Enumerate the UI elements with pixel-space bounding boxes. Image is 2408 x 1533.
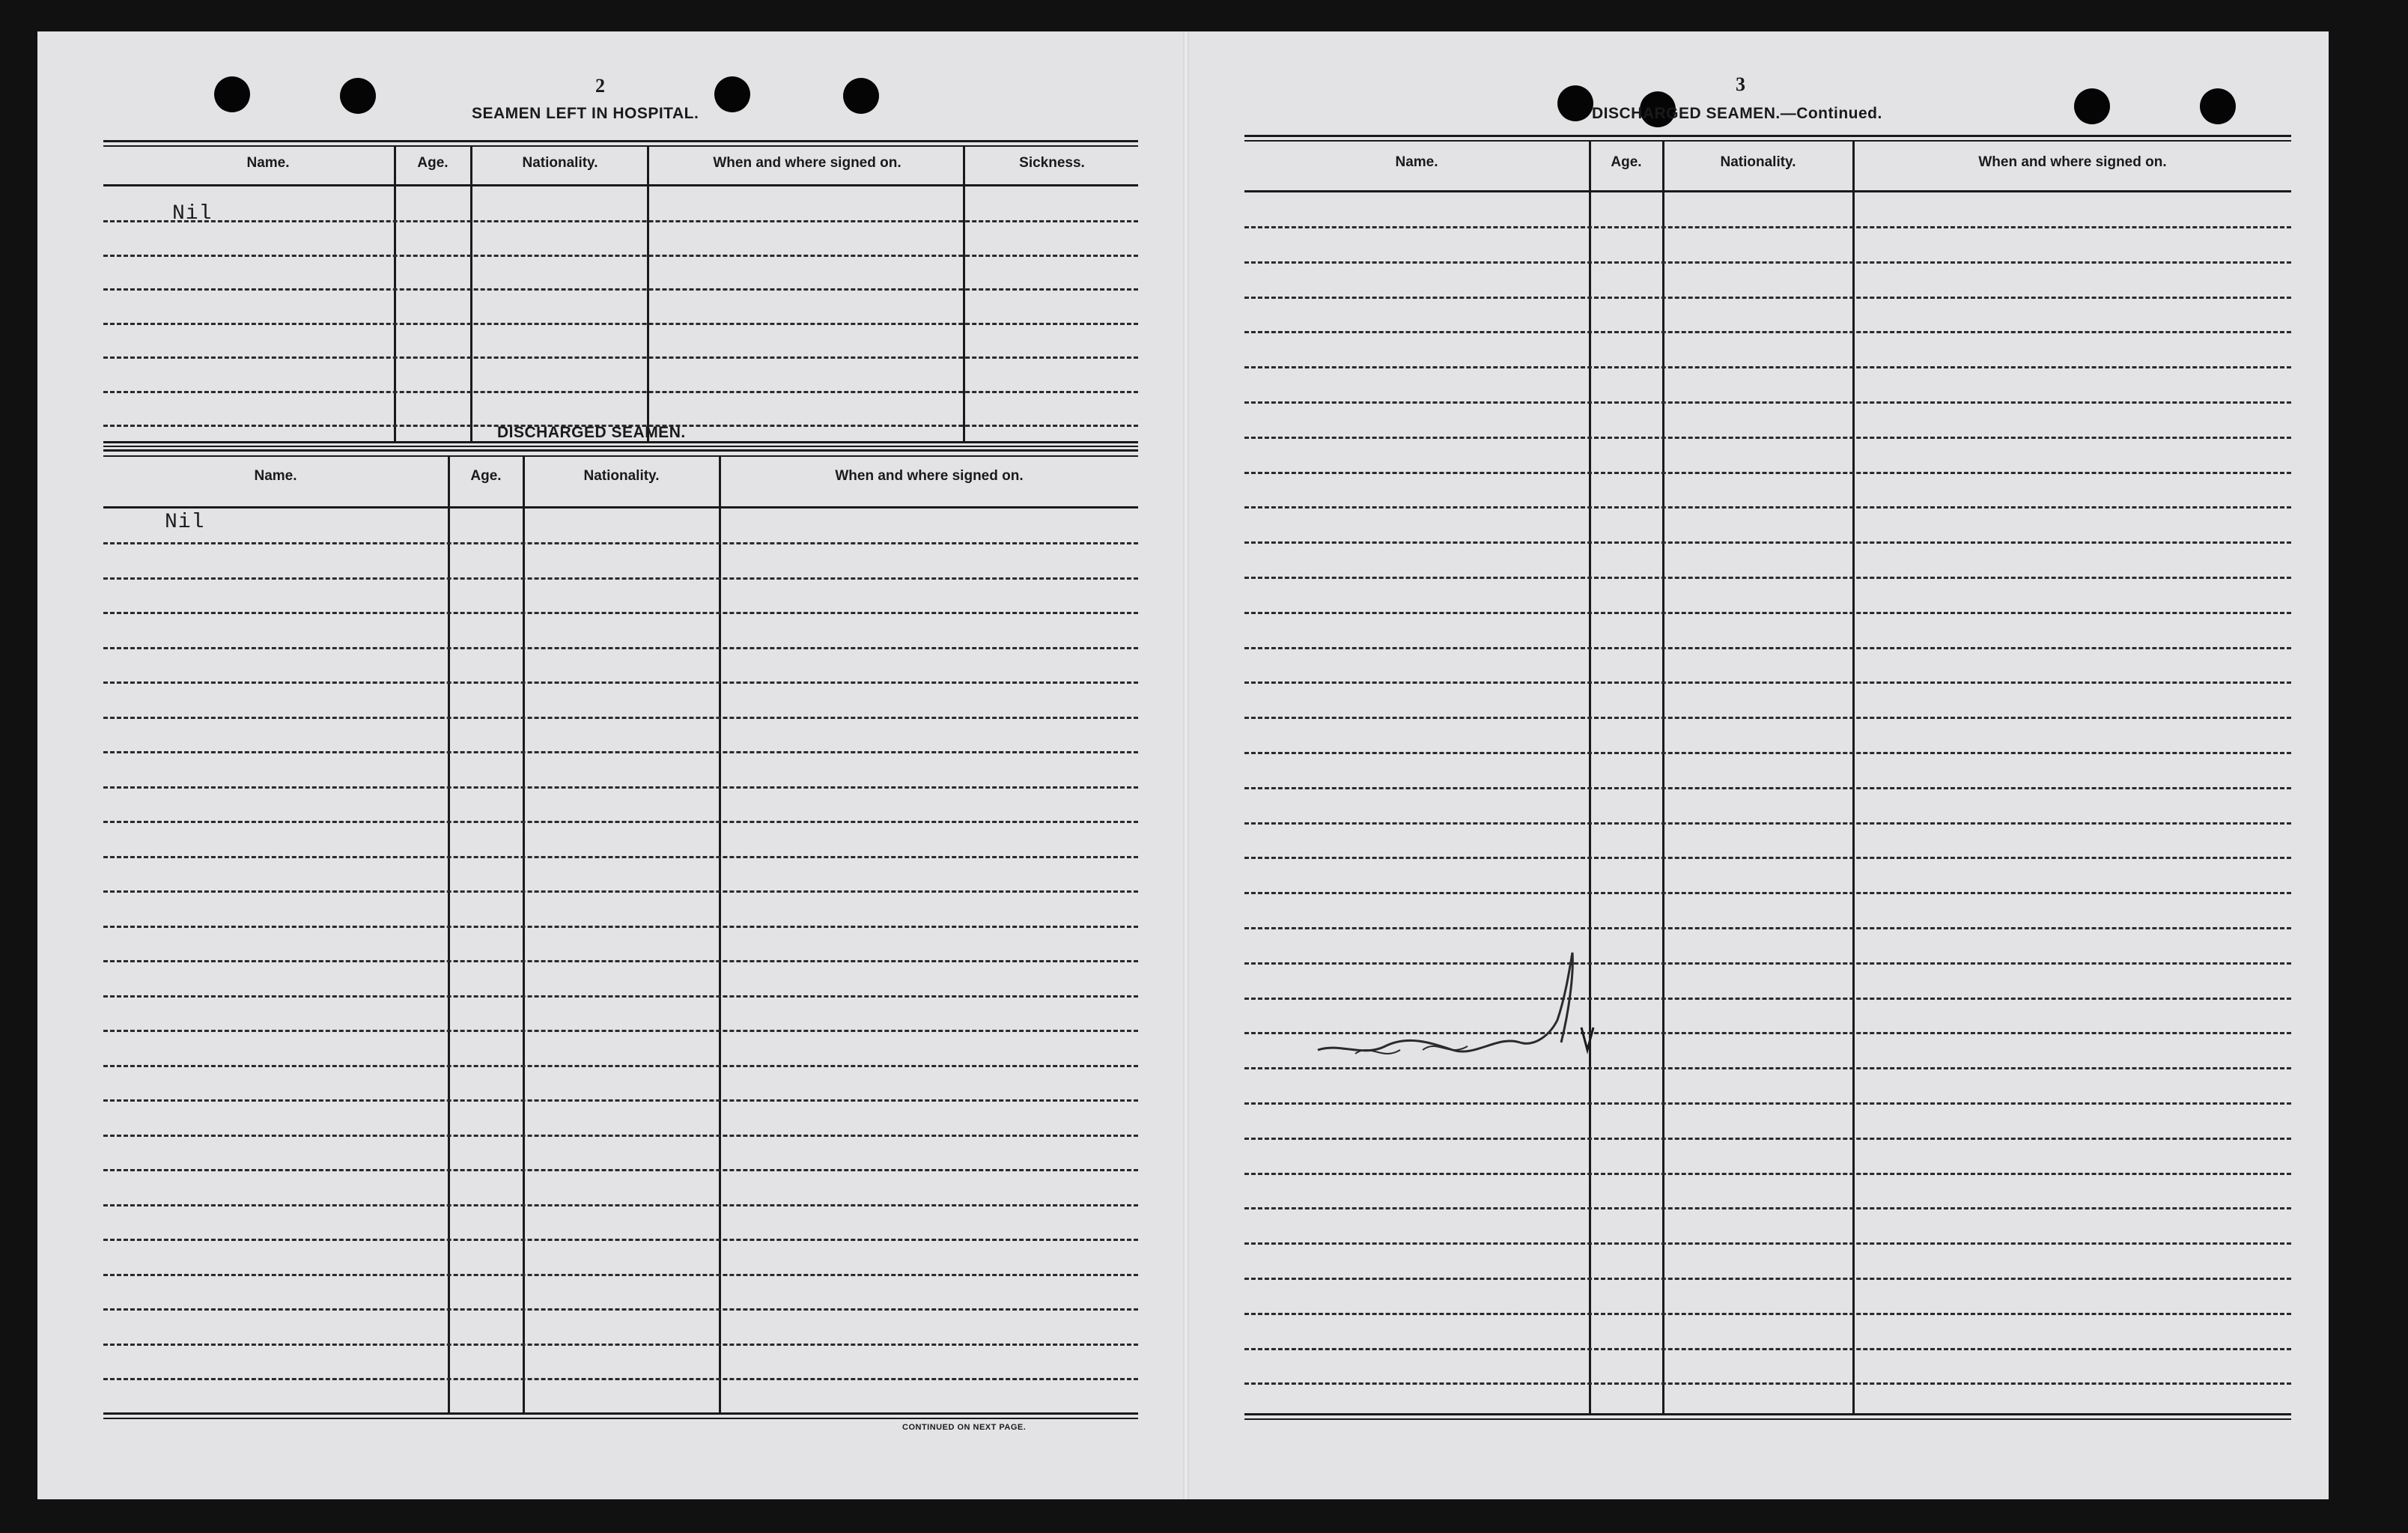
ruled-line [1244,261,2291,264]
ruled-line [1244,1138,2291,1140]
ruled-line [103,821,1138,823]
ruled-line [103,1135,1138,1137]
handwritten-signature [1310,930,1625,1080]
column-header-age: Age. [1611,154,1642,170]
ruled-line [1244,1207,2291,1209]
page-number: 2 [595,75,605,97]
ruled-line [103,1030,1138,1032]
ruled-line [1244,681,2291,684]
ruled-line [103,577,1138,580]
left-page [37,31,1183,1499]
table-top-rule [103,145,1138,147]
column-header-signed-on: When and where signed on. [1978,154,2167,170]
column-header-nationality: Nationality. [1720,154,1796,170]
ruled-line [103,681,1138,684]
ruled-line [103,220,1138,222]
ruled-line [1244,1348,2291,1350]
ruled-line [1244,717,2291,719]
column-header-nationality: Nationality. [522,155,598,171]
ruled-line [1244,822,2291,825]
ruled-line [103,542,1138,544]
table-bottom-rule [103,1418,1138,1419]
ruled-line [1244,437,2291,439]
column-header-signed-on: When and where signed on. [835,468,1024,484]
ruled-line [1244,787,2291,789]
ruled-line [103,1239,1138,1241]
discharged-heading: DISCHARGED SEAMEN. [497,424,686,441]
ruled-line [1244,506,2291,509]
ruled-line [103,1204,1138,1206]
hospital-entry: Nil [172,202,213,225]
ruled-line [103,255,1138,257]
ruled-line [1244,331,2291,333]
table-top-rule [1244,140,2291,142]
table-top-rule [103,140,1138,142]
table-bottom-rule [1244,1413,2291,1415]
table-top-rule [103,449,1138,452]
column-header-signed-on: When and where signed on. [713,155,902,171]
column-header-name: Name. [246,155,290,171]
ruled-line [103,1308,1138,1311]
punch-hole [340,78,376,114]
punch-hole [2074,88,2110,124]
ruled-line [103,1099,1138,1102]
ruled-line [103,1065,1138,1067]
ruled-line [1244,1102,2291,1105]
table-bottom-rule [103,1412,1138,1415]
ruled-line [1244,647,2291,649]
ruled-line [103,1378,1138,1380]
continued-rows [1244,190,2291,1411]
table-top-rule [1244,135,2291,137]
ruled-line [1244,1242,2291,1245]
ruled-line [103,612,1138,614]
ruled-line [1244,541,2291,544]
page-fold [1183,31,1189,1499]
punch-hole [214,76,250,112]
ruled-line [1244,1382,2291,1385]
ruled-line [103,926,1138,928]
ruled-line [1244,401,2291,404]
ruled-line [103,323,1138,325]
ruled-line [1244,577,2291,579]
discharged-entry: Nil [165,511,205,534]
column-header-sickness: Sickness. [1019,155,1085,171]
ruled-line [1244,1313,2291,1315]
table-bottom-rule [1244,1418,2291,1420]
ruled-line [103,1169,1138,1171]
column-header-name: Name. [254,468,297,484]
table-bottom-rule [103,446,1138,447]
discharged-rows [103,506,1138,1412]
right-page [1191,31,2329,1499]
document-sheet [37,31,2329,1499]
ruled-line [103,995,1138,998]
ruled-line [1244,612,2291,614]
page-number: 3 [1736,73,1745,95]
ruled-line [1244,226,2291,228]
ruled-line [1244,472,2291,474]
ruled-line [103,717,1138,719]
hospital-rows [103,184,1138,439]
ruled-line [103,288,1138,291]
continued-note: CONTINUED ON NEXT PAGE. [902,1423,1027,1432]
column-header-name: Name. [1395,154,1438,170]
ruled-line [1244,366,2291,368]
ruled-line [103,356,1138,359]
punch-hole [714,76,750,112]
table-top-rule [103,455,1138,457]
punch-hole [1557,85,1593,121]
ruled-line [103,890,1138,893]
continued-heading: DISCHARGED SEAMEN.—Continued. [1592,105,1882,122]
ruled-line [1244,1173,2291,1175]
ruled-line [103,960,1138,962]
ruled-line [103,1274,1138,1276]
ruled-line [103,786,1138,789]
ruled-line [1244,1278,2291,1280]
ruled-line [1244,892,2291,894]
ruled-line [103,647,1138,649]
ruled-line [1244,857,2291,859]
column-header-age: Age. [470,468,502,484]
punch-hole [843,78,879,114]
ruled-line [103,856,1138,858]
ruled-line [1244,927,2291,929]
ruled-line [103,751,1138,753]
column-header-age: Age. [417,155,449,171]
column-header-nationality: Nationality. [583,468,660,484]
hospital-heading: SEAMEN LEFT IN HOSPITAL. [472,105,699,122]
ruled-line [103,391,1138,393]
ruled-line [1244,752,2291,754]
ruled-line [103,1344,1138,1346]
punch-hole [2200,88,2236,124]
ruled-line [1244,297,2291,299]
